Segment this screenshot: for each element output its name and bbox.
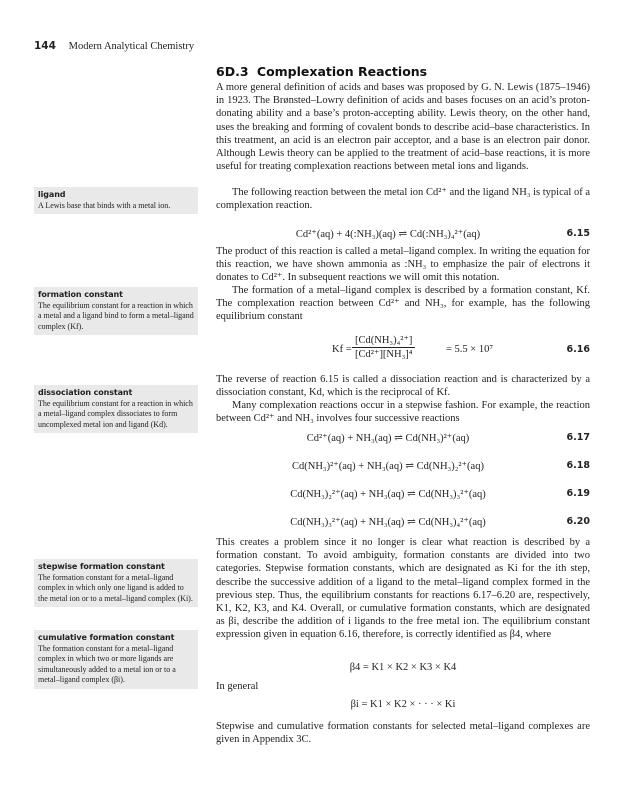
margin-note-definition: The equilibrium constant for a reaction in which a metal and a ligand bind to form a metal–ligand complex (Kf).	[38, 300, 194, 331]
paragraph-appendix-reference: Stepwise and cumulative formation constants for selected metal–ligand complexes are given in Appendix 3C.	[216, 721, 590, 746]
margin-note-definition: A Lewis base that binds with a metal ion.	[38, 200, 171, 210]
equation-6-17	[216, 432, 590, 446]
equation-6-16-denominator: [Cd²⁺][NH₃]⁴	[355, 349, 413, 360]
equation-beta4: β4 = K1 × K2 × K3 × K4	[349, 662, 457, 673]
equation-6-19-body: Cd(NH₃)₂²⁺(aq) + NH₃(aq) ⇌ Cd(NH₃)₃²⁺(aq)	[290, 489, 486, 500]
equation-6-16-rhs: = 5.5 × 10⁷	[446, 344, 494, 355]
section-number: 6D.3	[216, 64, 249, 79]
margin-note-stepwise-formation-constant	[34, 559, 198, 607]
equation-6-15-number: 6.15	[566, 228, 590, 239]
paragraph-in-general: In general	[216, 681, 259, 692]
book-title: Modern Analytical Chemistry	[68, 41, 195, 52]
margin-note-dissociation-constant	[34, 385, 198, 433]
margin-note-ligand	[34, 187, 198, 214]
equation-6-15	[216, 228, 590, 242]
margin-note-definition: The equilibrium constant for a reaction in which a metal–ligand complex dissociates to form uncomplexed metal ion and ligand (Kd).	[38, 398, 193, 429]
paragraph-dissociation: The reverse of reaction 6.15 is called a dissociation reaction and is characterized by a dissociation constant, Kd, which is the reciprocal of Kf.	[216, 374, 590, 399]
paragraph-lewis-definition: A more general definition of acids and bases was proposed by G. N. Lewis (1875–1946) in 1923. The Brønsted–Lowry definition of acids and bases focuses on an acid’s proton-donating ability and a base’s proton-accepting ability. Lewis theory, on the other hand, uses the breaking and forming of covalent bonds to describe acid–base characteristics. In this treatment, an acid is an electron pair acceptor, and a base is an electron pair donor. Although Lewis theory can be applied to the treatment of acid–base reactions, it is more useful for treating complexation reactions between metal ions and ligands.	[216, 82, 590, 173]
page-number: 144	[34, 40, 56, 52]
equation-6-19	[216, 488, 590, 502]
paragraph-formation-constant: The formation of a metal–ligand complex is described by a formation constant, Kf. The complexation reaction between Cd²⁺ and NH₃, for example, has the following equilibrium constant	[216, 285, 590, 323]
equation-6-16-lhs: Kf =	[332, 344, 352, 355]
paragraph-metal-ligand-complex: The product of this reaction is called a metal–ligand complex. In writing the equation for this reaction, we have shown ammonia as :NH₃ to emphasize the pair of electrons it donates to Cd²⁺. In subsequent reactions we will omit this notation.	[216, 246, 590, 284]
equation-6-16-number: 6.16	[566, 344, 590, 355]
equation-6-20-number: 6.20	[566, 516, 590, 527]
equation-6-16-numerator: [Cd(NH₃)₄²⁺]	[352, 334, 415, 348]
margin-note-cumulative-formation-constant	[34, 630, 198, 689]
margin-note-term: ligand	[38, 190, 66, 199]
equation-6-20-body: Cd(NH₃)₃²⁺(aq) + NH₃(aq) ⇌ Cd(NH₃)₄²⁺(aq)	[290, 517, 486, 528]
margin-note-term: dissociation constant	[38, 388, 133, 397]
section-heading	[216, 64, 427, 79]
equation-6-16-fraction	[352, 334, 415, 361]
paragraph-cd-reaction-intro: The following reaction between the metal ion Cd²⁺ and the ligand NH₃ is typical of a complexation reaction.	[216, 187, 590, 212]
equation-6-15-body: Cd²⁺(aq) + 4(:NH₃)(aq) ⇌ Cd(:NH₃)₄²⁺(aq)	[295, 229, 481, 240]
paragraph-stepwise-intro: Many complexation reactions occur in a stepwise fashion. For example, the reaction between Cd²⁺ and NH₃ involves four successive reactions	[216, 400, 590, 425]
equation-6-18-body: Cd(NH₃)²⁺(aq) + NH₃(aq) ⇌ Cd(NH₃)₂²⁺(aq)	[292, 461, 484, 472]
equation-6-18-number: 6.18	[566, 460, 590, 471]
equation-6-18	[216, 460, 590, 474]
equation-6-17-number: 6.17	[566, 432, 590, 443]
equation-6-19-number: 6.19	[566, 488, 590, 499]
margin-note-term: stepwise formation constant	[38, 562, 165, 571]
equation-6-20	[216, 516, 590, 530]
paragraph-stepwise-cumulative: This creates a problem since it no longer is clear what reaction is described by a formation constant. To avoid ambiguity, formation constants are divided into two categories. Stepwise formation constants, which are designated as Ki for the ith step, describe the successive addition of a ligand to the metal–ligand complex formed in the previous step. Thus, the equilibrium constants for reactions 6.17–6.20 are, respectively, K1, K2, K3, and K4. Overall, or cumulative formation constants, which are designated as βi, describe the addition of i ligands to the free metal ion. The equilibrium constant expression given in equation 6.16, therefore, is correctly identified as β4, where	[216, 537, 590, 641]
margin-note-definition: The formation constant for a metal–ligand complex in which only one ligand is added to the metal ion or to a metal–ligand complex (Ki).	[38, 572, 193, 603]
equation-6-16	[216, 334, 590, 368]
margin-note-term: cumulative formation constant	[38, 633, 175, 642]
equation-6-17-body: Cd²⁺(aq) + NH₃(aq) ⇌ Cd(NH₃)²⁺(aq)	[306, 433, 470, 444]
margin-note-formation-constant	[34, 287, 198, 335]
margin-note-definition: The formation constant for a metal–ligand complex in which two or more ligands are simultaneously added to a metal ion or to a metal–ligand complex (βi).	[38, 643, 176, 684]
section-title: Complexation Reactions	[256, 64, 428, 79]
equation-beta-i: βi = K1 × K2 × · · · × Ki	[350, 699, 456, 710]
margin-note-term: formation constant	[38, 290, 123, 299]
running-header	[34, 40, 194, 52]
